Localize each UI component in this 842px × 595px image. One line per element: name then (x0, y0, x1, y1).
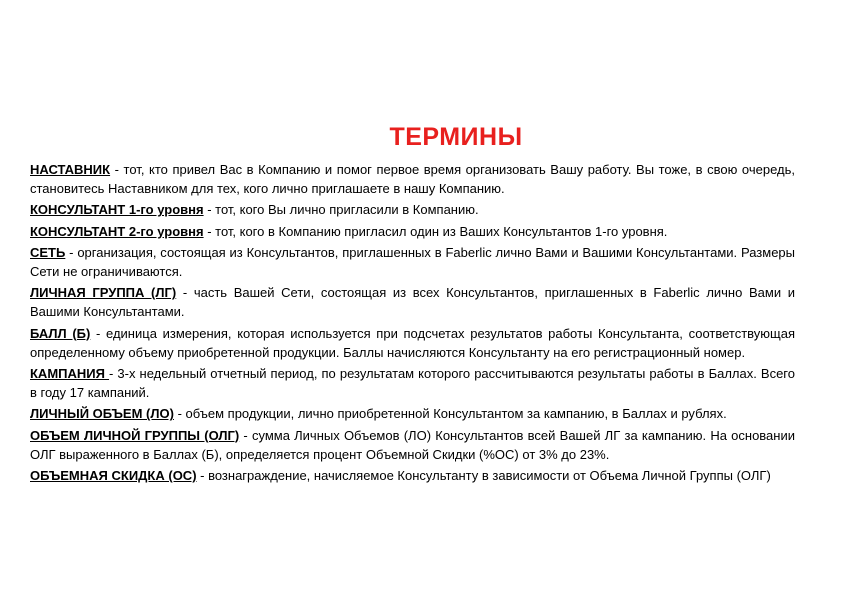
term-network (30, 243, 795, 281)
terms-list (30, 160, 795, 487)
term-definition: - организация, состоящая из Консультантов, приглашенных в Faberlic лично Вами и Вашими Консультантами. Размеры Сети не ограничиваются. (30, 244, 795, 280)
term-name: НАСТАВНИК (30, 162, 111, 177)
term-name: БАЛЛ (Б) (30, 325, 91, 341)
term-campaign (30, 364, 795, 402)
term-consultant-level-2 (30, 222, 795, 241)
term-definition: - тот, кого Вы лично пригласили в Компанию. (203, 202, 479, 218)
term-group-volume (30, 426, 795, 464)
term-definition: - сумма Личных Объемов (ЛО) Консультантов всей Вашей ЛГ за кампанию. На основании ОЛГ выраженного в Баллах (Б), определяется процент Объемной Скидки (%ОС) от 3% до 23%. (30, 427, 795, 462)
term-name: ОБЪЕМ ЛИЧНОЙ ГРУППЫ (ОЛГ) (30, 427, 240, 443)
term-definition: - объем продукции, лично приобретенной Консультантом за кампанию, в Баллах и рублях. (173, 406, 727, 422)
term-volume-discount (30, 466, 795, 485)
term-name: ЛИЧНАЯ ГРУППА (ЛГ) (30, 285, 177, 301)
term-name: КАМПАНИЯ (30, 366, 110, 382)
term-personal-volume (30, 404, 795, 423)
term-nastavnik (30, 160, 795, 198)
term-name: ЛИЧНЫЙ ОБЪЕМ (ЛО) (30, 406, 174, 422)
term-name: ОБЪЕМНАЯ СКИДКА (ОС) (30, 468, 197, 484)
term-name: СЕТЬ (30, 244, 66, 260)
term-personal-group (30, 283, 795, 321)
term-name: КОНСУЛЬТАНТ 1-го уровня (30, 202, 204, 218)
term-consultant-level-1 (30, 200, 795, 219)
page-title: ТЕРМИНЫ (389, 123, 523, 151)
term-point (30, 324, 795, 362)
term-definition: - 3-х недельный отчетный период, по результатам которого рассчитываются результаты работы в Баллах. Всего в году 17 кампаний. (30, 366, 795, 401)
term-definition: - вознаграждение, начисляемое Консультанту в зависимости от Объема Личной Группы (ОЛГ) (196, 468, 771, 484)
term-definition: - часть Вашей Сети, состоящая из всех Консультантов, приглашенных в Faberlic лично Вами и Вашими Консультантами. (30, 285, 795, 320)
term-definition: - тот, кого в Компанию пригласил один из Ваших Консультантов 1-го уровня. (203, 223, 668, 239)
term-name: КОНСУЛЬТАНТ 2-го уровня (30, 223, 204, 239)
term-definition: - тот, кто привел Вас в Компанию и помог первое время организовать Вашу работу. Вы тоже, в свою очередь, становитесь Наставником для тех, кого лично приглашаете в нашу Компанию. (30, 162, 795, 197)
term-definition: - единица измерения, которая используется при подсчетах результатов работы Консультанта, соответствующая определенному объему приобретенной продукции. Баллы начисляются Консультанту на его регистрационный номер. (30, 325, 795, 360)
